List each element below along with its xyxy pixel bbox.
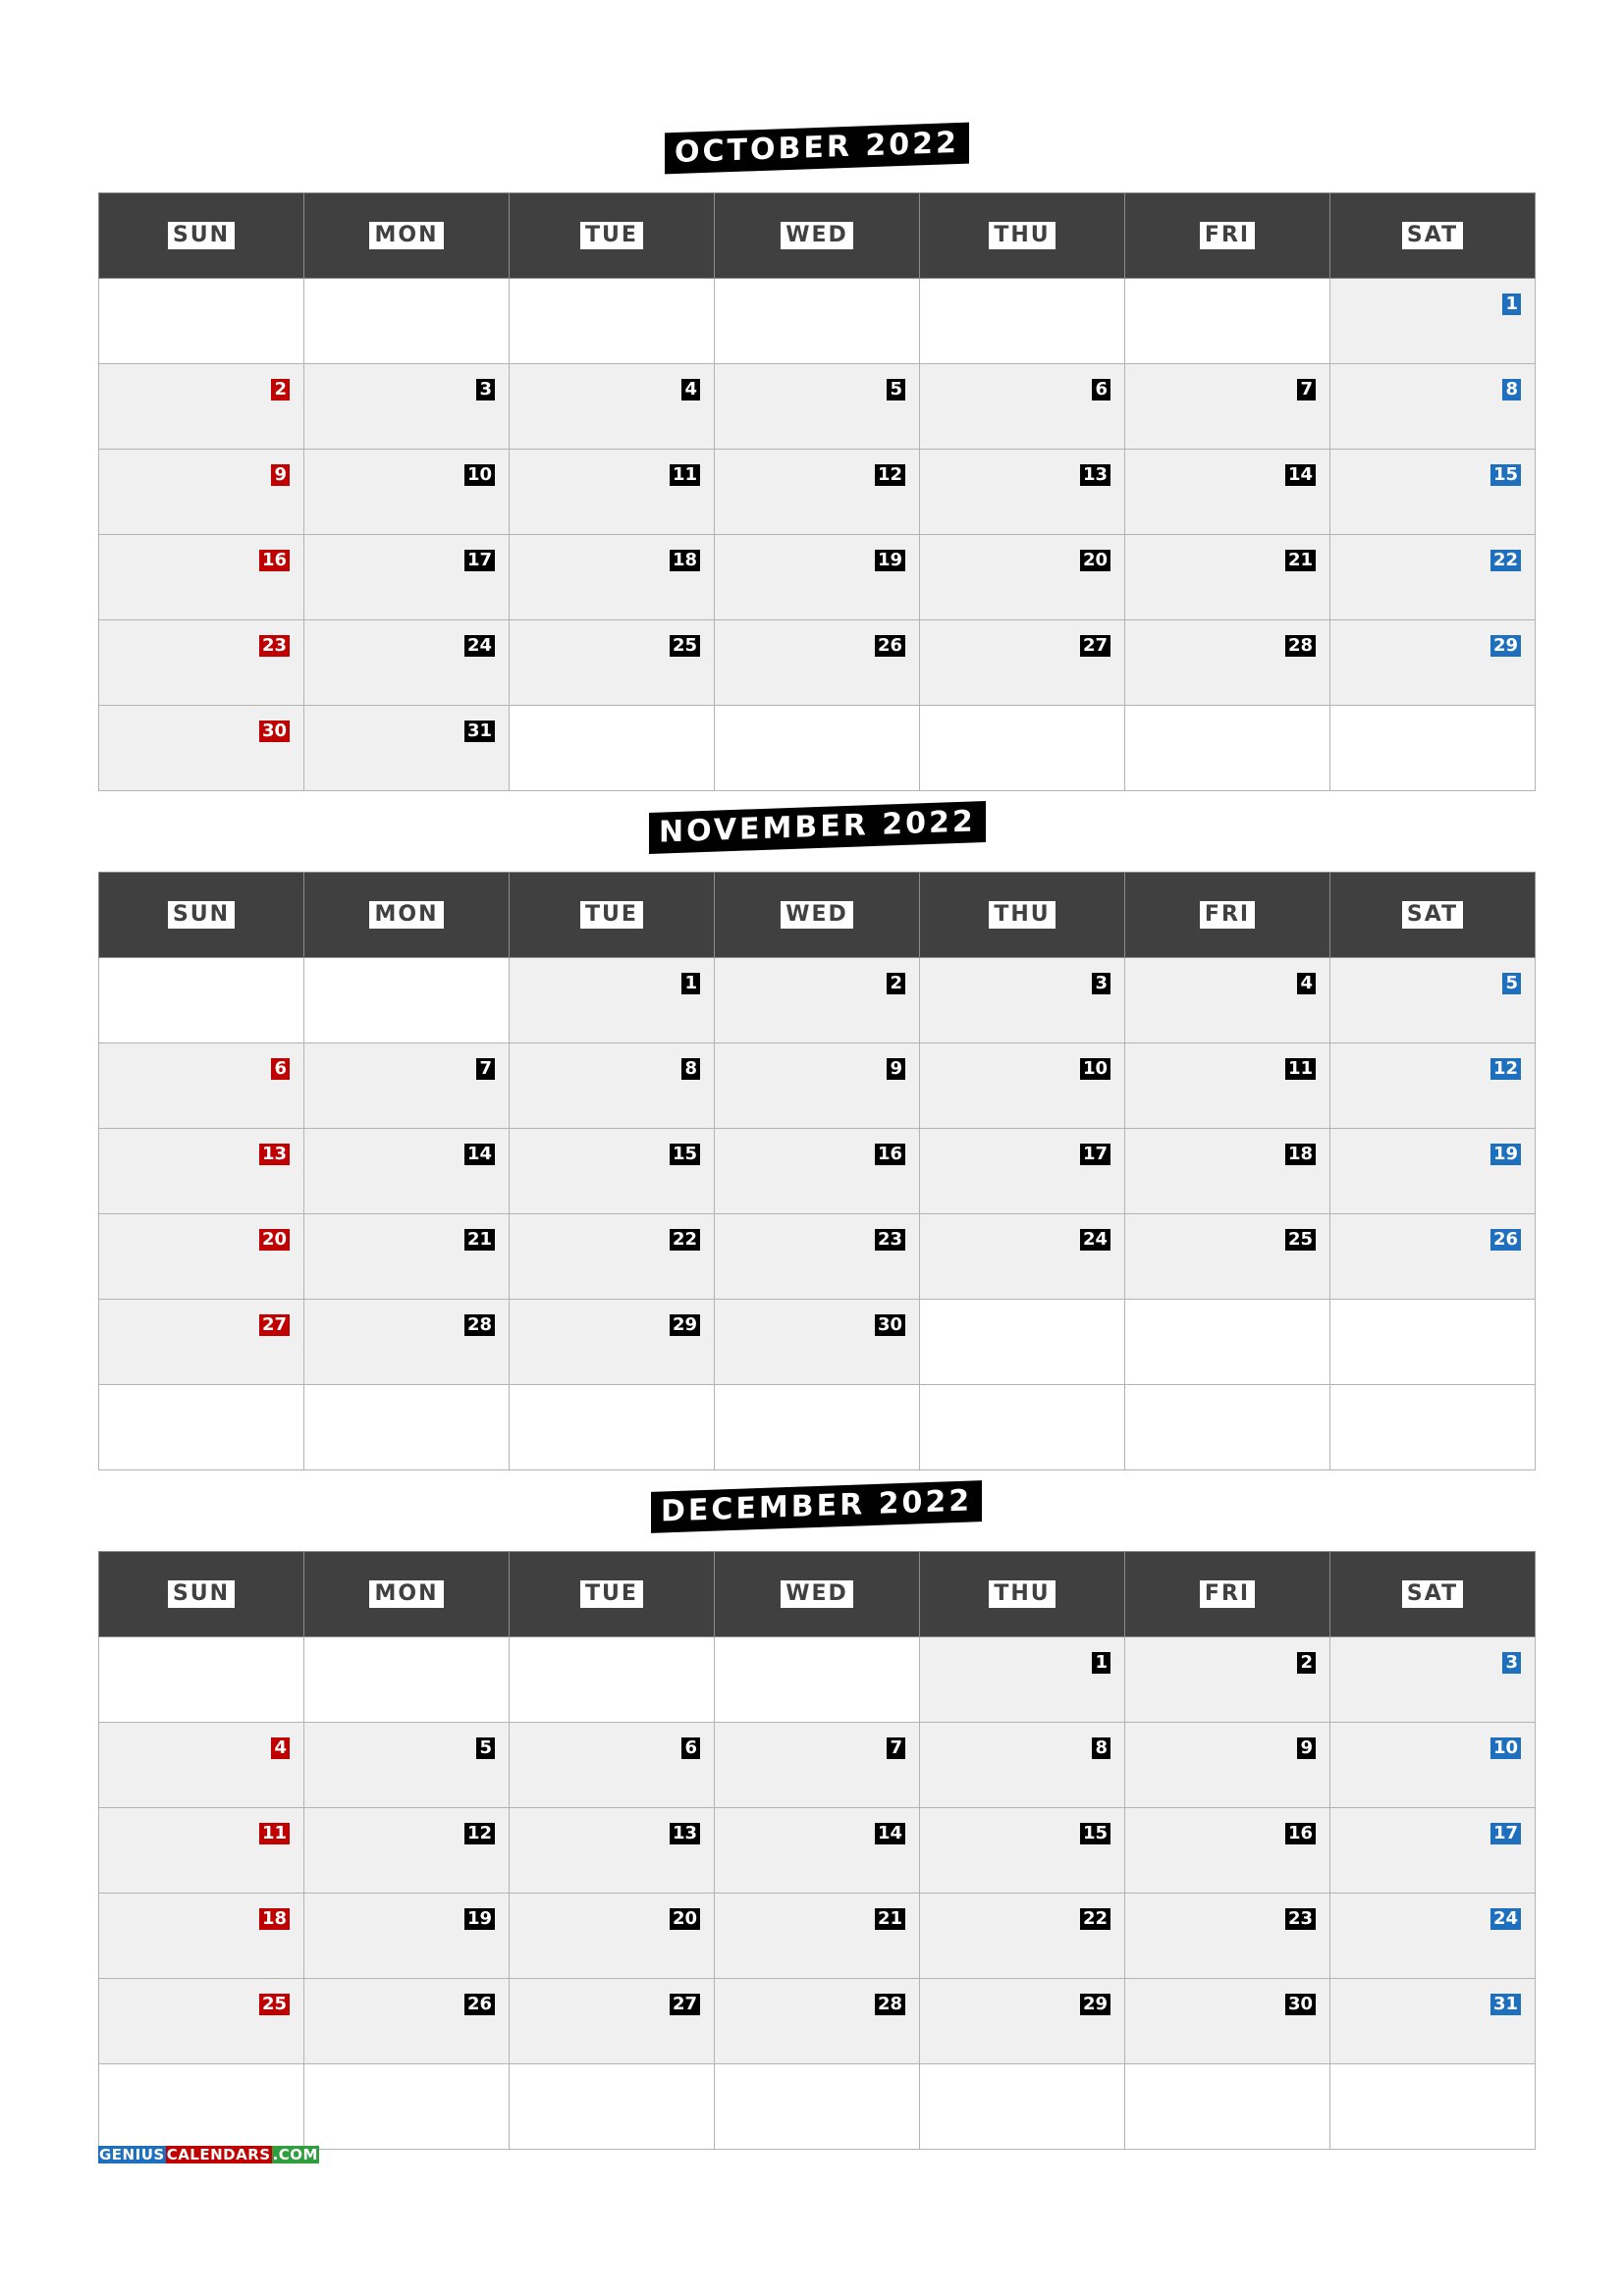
day-cell[interactable] (1125, 1723, 1330, 1808)
day-number: 16 (1285, 1823, 1316, 1844)
month-title: DECEMBER 2022 (651, 1480, 982, 1533)
day-cell (510, 706, 715, 791)
day-number: 28 (464, 1314, 495, 1336)
weekday-header (1125, 1552, 1330, 1637)
day-cell[interactable] (920, 364, 1125, 450)
day-cell[interactable] (715, 1043, 920, 1129)
day-number: 20 (670, 1908, 700, 1930)
weekday-header (99, 873, 304, 958)
day-cell[interactable] (304, 706, 510, 791)
day-cell[interactable] (304, 1808, 510, 1894)
day-number: 7 (476, 1058, 495, 1080)
day-number: 3 (476, 379, 495, 400)
day-cell (510, 1385, 715, 1470)
day-number: 25 (1285, 1229, 1316, 1251)
day-number: 12 (1490, 1058, 1521, 1080)
day-number: 21 (1285, 550, 1316, 571)
day-number: 2 (1297, 1652, 1316, 1674)
weekday-label: WED (781, 901, 853, 929)
day-number: 14 (1285, 464, 1316, 486)
day-cell[interactable] (1330, 620, 1536, 706)
day-cell[interactable] (1125, 1979, 1330, 2064)
day-cell[interactable] (715, 1723, 920, 1808)
day-number: 30 (259, 721, 290, 742)
day-number: 5 (1502, 973, 1521, 994)
day-cell (715, 2064, 920, 2150)
day-number: 11 (259, 1823, 290, 1844)
day-number: 4 (271, 1737, 290, 1759)
day-number: 31 (464, 721, 495, 742)
day-cell[interactable] (510, 450, 715, 535)
day-cell[interactable] (304, 620, 510, 706)
day-cell[interactable] (510, 364, 715, 450)
day-number: 15 (670, 1144, 700, 1165)
day-number: 5 (476, 1737, 495, 1759)
day-number: 27 (1080, 635, 1110, 657)
day-cell[interactable] (304, 535, 510, 620)
day-number: 5 (887, 379, 905, 400)
weekday-header (510, 873, 715, 958)
day-cell (99, 958, 304, 1043)
day-number: 26 (875, 635, 905, 657)
day-number: 1 (681, 973, 700, 994)
day-cell[interactable] (715, 1979, 920, 2064)
day-cell (1330, 1385, 1536, 1470)
weekday-label: SUN (168, 222, 235, 249)
day-cell[interactable] (920, 1214, 1125, 1300)
day-number: 23 (875, 1229, 905, 1251)
day-cell[interactable] (304, 364, 510, 450)
day-cell (920, 279, 1125, 364)
day-number: 24 (1080, 1229, 1110, 1251)
day-number: 14 (875, 1823, 905, 1844)
day-number: 17 (1490, 1823, 1521, 1844)
weekday-label: THU (989, 222, 1055, 249)
weekday-header (1330, 193, 1536, 279)
weekday-label: MON (369, 901, 443, 929)
month-block (98, 783, 1536, 1470)
day-number: 24 (464, 635, 495, 657)
day-cell (304, 1385, 510, 1470)
weekday-header-row (99, 1552, 1536, 1637)
day-cell[interactable] (99, 706, 304, 791)
day-cell[interactable] (1125, 1808, 1330, 1894)
day-number: 8 (681, 1058, 700, 1080)
day-cell[interactable] (715, 450, 920, 535)
day-cell[interactable] (99, 1129, 304, 1214)
day-cell[interactable] (99, 1894, 304, 1979)
day-number: 7 (887, 1737, 905, 1759)
day-cell[interactable] (920, 1808, 1125, 1894)
day-cell (1125, 2064, 1330, 2150)
day-cell[interactable] (304, 1979, 510, 2064)
day-cell[interactable] (99, 1300, 304, 1385)
day-cell[interactable] (920, 1129, 1125, 1214)
day-cell (1330, 2064, 1536, 2150)
day-number: 8 (1502, 379, 1521, 400)
day-cell (920, 1385, 1125, 1470)
month-title: NOVEMBER 2022 (649, 801, 986, 854)
day-number: 31 (1490, 1994, 1521, 2015)
day-cell[interactable] (510, 1129, 715, 1214)
weekday-header (99, 193, 304, 279)
day-cell[interactable] (715, 1894, 920, 1979)
day-cell (1125, 279, 1330, 364)
day-number: 29 (670, 1314, 700, 1336)
day-cell[interactable] (304, 1043, 510, 1129)
day-number: 19 (464, 1908, 495, 1930)
day-cell[interactable] (510, 1723, 715, 1808)
day-number: 15 (1490, 464, 1521, 486)
day-cell[interactable] (99, 364, 304, 450)
weekday-label: THU (989, 1580, 1055, 1608)
month-title-row (98, 783, 1536, 872)
day-number: 3 (1092, 973, 1110, 994)
day-number: 27 (259, 1314, 290, 1336)
day-cell[interactable] (1330, 364, 1536, 450)
day-cell[interactable] (1330, 1808, 1536, 1894)
site-watermark[interactable] (98, 2146, 319, 2163)
day-cell[interactable] (1125, 620, 1330, 706)
day-cell (510, 1637, 715, 1723)
month-grid (98, 872, 1536, 1470)
weekday-header (920, 873, 1125, 958)
weekday-header (304, 193, 510, 279)
watermark-part-3: .COM (272, 2146, 318, 2163)
day-number: 19 (1490, 1144, 1521, 1165)
day-cell[interactable] (510, 1808, 715, 1894)
day-number: 2 (271, 379, 290, 400)
day-number: 22 (1490, 550, 1521, 571)
day-number: 20 (1080, 550, 1110, 571)
day-cell[interactable] (1125, 1129, 1330, 1214)
day-cell[interactable] (1125, 1043, 1330, 1129)
day-number: 6 (681, 1737, 700, 1759)
day-cell[interactable] (510, 535, 715, 620)
weekday-label: SUN (168, 1580, 235, 1608)
day-cell[interactable] (920, 620, 1125, 706)
day-number: 28 (1285, 635, 1316, 657)
day-cell[interactable] (1125, 364, 1330, 450)
day-cell[interactable] (99, 450, 304, 535)
day-cell (715, 279, 920, 364)
day-number: 18 (1285, 1144, 1316, 1165)
weekday-label: FRI (1200, 222, 1255, 249)
day-cell (715, 706, 920, 791)
day-cell[interactable] (920, 1637, 1125, 1723)
weekday-header (1125, 193, 1330, 279)
day-number: 16 (875, 1144, 905, 1165)
day-number: 1 (1092, 1652, 1110, 1674)
day-cell (510, 279, 715, 364)
day-number: 25 (259, 1994, 290, 2015)
weekday-label: SAT (1402, 1580, 1463, 1608)
day-number: 6 (271, 1058, 290, 1080)
day-number: 11 (670, 464, 700, 486)
week-row (99, 706, 1536, 791)
day-cell (1125, 1385, 1330, 1470)
watermark-part-1: GENIUS (99, 2146, 165, 2163)
watermark-part-2: CALENDARS (166, 2146, 271, 2163)
day-cell[interactable] (1330, 1637, 1536, 1723)
day-cell[interactable] (304, 1129, 510, 1214)
day-cell[interactable] (920, 535, 1125, 620)
day-cell[interactable] (510, 1300, 715, 1385)
day-cell[interactable] (1330, 1214, 1536, 1300)
month-title: OCTOBER 2022 (665, 123, 969, 175)
day-number: 17 (1080, 1144, 1110, 1165)
day-number: 22 (1080, 1908, 1110, 1930)
day-number: 26 (1490, 1229, 1521, 1251)
week-row (99, 1300, 1536, 1385)
day-cell[interactable] (99, 1979, 304, 2064)
day-number: 27 (670, 1994, 700, 2015)
week-row (99, 620, 1536, 706)
day-number: 19 (875, 550, 905, 571)
day-cell[interactable] (304, 1723, 510, 1808)
day-number: 30 (1285, 1994, 1316, 2015)
day-cell[interactable] (99, 1723, 304, 1808)
day-cell[interactable] (510, 1979, 715, 2064)
week-row (99, 535, 1536, 620)
day-cell[interactable] (99, 1808, 304, 1894)
weekday-header-row (99, 873, 1536, 958)
week-row (99, 450, 1536, 535)
week-row (99, 1385, 1536, 1470)
day-number: 30 (875, 1314, 905, 1336)
weekday-label: TUE (580, 901, 643, 929)
weekday-label: WED (781, 222, 853, 249)
weekday-header (1330, 1552, 1536, 1637)
weekday-header (1330, 873, 1536, 958)
week-row (99, 1979, 1536, 2064)
day-cell[interactable] (1330, 1894, 1536, 1979)
day-cell[interactable] (1330, 279, 1536, 364)
week-row (99, 1723, 1536, 1808)
day-cell[interactable] (1330, 1129, 1536, 1214)
day-number: 26 (464, 1994, 495, 2015)
month-title-row (98, 1463, 1536, 1551)
day-number: 16 (259, 550, 290, 571)
weekday-label: MON (369, 222, 443, 249)
day-cell[interactable] (1125, 535, 1330, 620)
day-number: 9 (271, 464, 290, 486)
day-number: 22 (670, 1229, 700, 1251)
day-cell[interactable] (99, 535, 304, 620)
day-cell[interactable] (99, 1214, 304, 1300)
day-cell (99, 1385, 304, 1470)
week-row (99, 2064, 1536, 2150)
day-number: 25 (670, 635, 700, 657)
day-cell (715, 1385, 920, 1470)
weekday-label: SAT (1402, 222, 1463, 249)
day-cell[interactable] (715, 1129, 920, 1214)
day-number: 7 (1297, 379, 1316, 400)
day-cell[interactable] (1330, 450, 1536, 535)
day-number: 14 (464, 1144, 495, 1165)
day-number: 10 (1080, 1058, 1110, 1080)
day-cell[interactable] (715, 620, 920, 706)
weekday-header (510, 1552, 715, 1637)
day-cell[interactable] (715, 364, 920, 450)
day-number: 9 (1297, 1737, 1316, 1759)
day-number: 3 (1502, 1652, 1521, 1674)
weekday-header (715, 193, 920, 279)
day-cell[interactable] (510, 1894, 715, 1979)
day-number: 13 (259, 1144, 290, 1165)
day-cell (99, 1637, 304, 1723)
day-cell[interactable] (715, 535, 920, 620)
weekday-label: TUE (580, 222, 643, 249)
day-cell[interactable] (715, 958, 920, 1043)
day-cell[interactable] (920, 1979, 1125, 2064)
weekday-header (304, 1552, 510, 1637)
weekday-header (1125, 873, 1330, 958)
day-cell[interactable] (920, 958, 1125, 1043)
day-number: 20 (259, 1229, 290, 1251)
day-cell[interactable] (715, 1808, 920, 1894)
weekday-label: MON (369, 1580, 443, 1608)
weekday-label: FRI (1200, 1580, 1255, 1608)
weekday-header-row (99, 193, 1536, 279)
weekday-label: WED (781, 1580, 853, 1608)
day-number: 18 (259, 1908, 290, 1930)
day-number: 23 (259, 635, 290, 657)
day-number: 29 (1490, 635, 1521, 657)
day-cell (99, 279, 304, 364)
weekday-label: THU (989, 901, 1055, 929)
day-cell[interactable] (304, 1894, 510, 1979)
day-number: 11 (1285, 1058, 1316, 1080)
day-number: 8 (1092, 1737, 1110, 1759)
day-number: 4 (681, 379, 700, 400)
day-cell (1125, 706, 1330, 791)
month-grid (98, 1551, 1536, 2150)
day-cell[interactable] (1330, 958, 1536, 1043)
week-row (99, 1043, 1536, 1129)
week-row (99, 364, 1536, 450)
day-cell (510, 2064, 715, 2150)
day-cell[interactable] (510, 620, 715, 706)
day-number: 13 (670, 1823, 700, 1844)
week-row (99, 1129, 1536, 1214)
day-cell[interactable] (715, 1300, 920, 1385)
day-number: 13 (1080, 464, 1110, 486)
day-cell[interactable] (1125, 958, 1330, 1043)
day-cell[interactable] (920, 1723, 1125, 1808)
day-cell (1330, 706, 1536, 791)
day-number: 28 (875, 1994, 905, 2015)
day-cell (304, 958, 510, 1043)
day-number: 6 (1092, 379, 1110, 400)
month-block (98, 104, 1536, 791)
day-cell[interactable] (920, 450, 1125, 535)
day-cell (715, 1637, 920, 1723)
day-number: 17 (464, 550, 495, 571)
day-cell[interactable] (510, 1214, 715, 1300)
day-cell[interactable] (1330, 1043, 1536, 1129)
weekday-label: FRI (1200, 901, 1255, 929)
weekday-header (920, 1552, 1125, 1637)
weekday-header (510, 193, 715, 279)
weekday-header (715, 873, 920, 958)
day-number: 23 (1285, 1908, 1316, 1930)
day-cell (304, 279, 510, 364)
day-cell[interactable] (1125, 450, 1330, 535)
day-cell[interactable] (304, 1300, 510, 1385)
weekday-header (715, 1552, 920, 1637)
day-number: 15 (1080, 1823, 1110, 1844)
weekday-header (99, 1552, 304, 1637)
day-cell[interactable] (1125, 1894, 1330, 1979)
week-row (99, 279, 1536, 364)
day-cell[interactable] (1125, 1637, 1330, 1723)
day-cell[interactable] (304, 1214, 510, 1300)
day-number: 9 (887, 1058, 905, 1080)
day-number: 2 (887, 973, 905, 994)
day-cell[interactable] (1330, 1979, 1536, 2064)
day-cell (304, 2064, 510, 2150)
day-cell[interactable] (99, 1043, 304, 1129)
month-grid (98, 192, 1536, 791)
week-row (99, 1214, 1536, 1300)
day-number: 29 (1080, 1994, 1110, 2015)
day-number: 12 (875, 464, 905, 486)
day-cell (99, 2064, 304, 2150)
day-number: 12 (464, 1823, 495, 1844)
week-row (99, 1894, 1536, 1979)
day-number: 18 (670, 550, 700, 571)
day-cell (920, 706, 1125, 791)
day-cell (1125, 1300, 1330, 1385)
day-number: 10 (464, 464, 495, 486)
day-number: 4 (1297, 973, 1316, 994)
day-cell (920, 1300, 1125, 1385)
day-cell[interactable] (920, 1894, 1125, 1979)
day-cell (1330, 1300, 1536, 1385)
day-cell[interactable] (1125, 1214, 1330, 1300)
day-cell[interactable] (510, 1043, 715, 1129)
weekday-label: SAT (1402, 901, 1463, 929)
day-number: 21 (875, 1908, 905, 1930)
day-cell[interactable] (715, 1214, 920, 1300)
day-cell[interactable] (99, 620, 304, 706)
day-cell[interactable] (1330, 1723, 1536, 1808)
weekday-label: TUE (580, 1580, 643, 1608)
day-cell (920, 2064, 1125, 2150)
weekday-label: SUN (168, 901, 235, 929)
day-cell[interactable] (920, 1043, 1125, 1129)
day-cell (304, 1637, 510, 1723)
day-number: 10 (1490, 1737, 1521, 1759)
day-cell[interactable] (510, 958, 715, 1043)
day-cell[interactable] (1330, 535, 1536, 620)
weekday-header (920, 193, 1125, 279)
day-number: 21 (464, 1229, 495, 1251)
week-row (99, 1637, 1536, 1723)
weekday-header (304, 873, 510, 958)
month-block (98, 1463, 1536, 2150)
day-number: 24 (1490, 1908, 1521, 1930)
week-row (99, 1808, 1536, 1894)
day-cell[interactable] (304, 450, 510, 535)
day-number: 1 (1502, 294, 1521, 315)
month-title-row (98, 104, 1536, 192)
week-row (99, 958, 1536, 1043)
